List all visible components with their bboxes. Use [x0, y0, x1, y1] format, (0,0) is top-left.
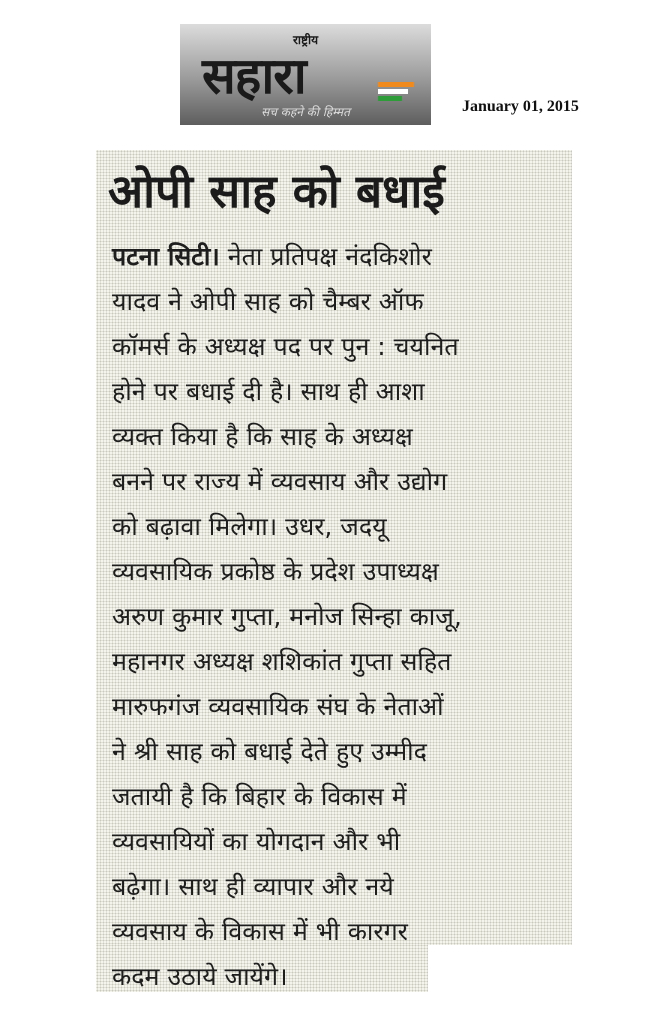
publication-date: January 01, 2015 [462, 98, 579, 115]
article-dateline: पटना सिटी। [112, 242, 220, 271]
article-line: कदम उठाये जायेंगे। [112, 962, 288, 991]
article-line: यादव ने ओपी साह को चैम्बर ऑफ [112, 287, 424, 316]
article-line: व्यवसायिक प्रकोष्ठ के प्रदेश उपाध्यक्ष [112, 557, 439, 586]
article-line: व्यवसायियों का योगदान और भी [112, 827, 401, 856]
article-line: जतायी है कि बिहार के विकास में [112, 782, 407, 811]
article-body [112, 234, 572, 999]
article-line: होने पर बधाई दी है। साथ ही आशा [112, 377, 425, 406]
article-headline: ओपी साह को बधाई [108, 164, 445, 218]
article-line: बनने पर राज्य में व्यवसाय और उद्योग [112, 467, 448, 496]
article-line: ने श्री साह को बधाई देते हुए उम्मीद [112, 737, 427, 766]
article-line: व्यक्त किया है कि साह के अध्यक्ष [112, 422, 413, 451]
article-line: को बढ़ावा मिलेगा। उधर, जदयू [112, 512, 387, 541]
article-line: बढ़ेगा। साथ ही व्यापार और नये [112, 872, 394, 901]
newspaper-logo [180, 24, 431, 125]
article-line: मारुफगंज व्यवसायिक संघ के नेताओं [112, 692, 444, 721]
logo-green-stripe [378, 96, 402, 101]
logo-white-stripe [378, 89, 408, 94]
article-line: महानगर अध्यक्ष शशिकांत गुप्ता सहित [112, 647, 452, 676]
logo-tagline: सच कहने की हिम्मत [261, 105, 350, 119]
article-line: व्यवसाय के विकास में भी कारगर [112, 917, 408, 946]
logo-top-text: राष्ट्रीय [292, 33, 319, 47]
logo-brand-name: सहारा [202, 47, 306, 105]
logo-saffron-stripe [378, 82, 414, 87]
article-line: कॉमर्स के अध्यक्ष पद पर पुन : चयनित [112, 332, 459, 361]
article-line: अरुण कुमार गुप्ता, मनोज सिन्हा काजू, [112, 602, 462, 631]
article-line-1: पटना सिटी। नेता प्रतिपक्ष नंदकिशोर [112, 242, 432, 271]
